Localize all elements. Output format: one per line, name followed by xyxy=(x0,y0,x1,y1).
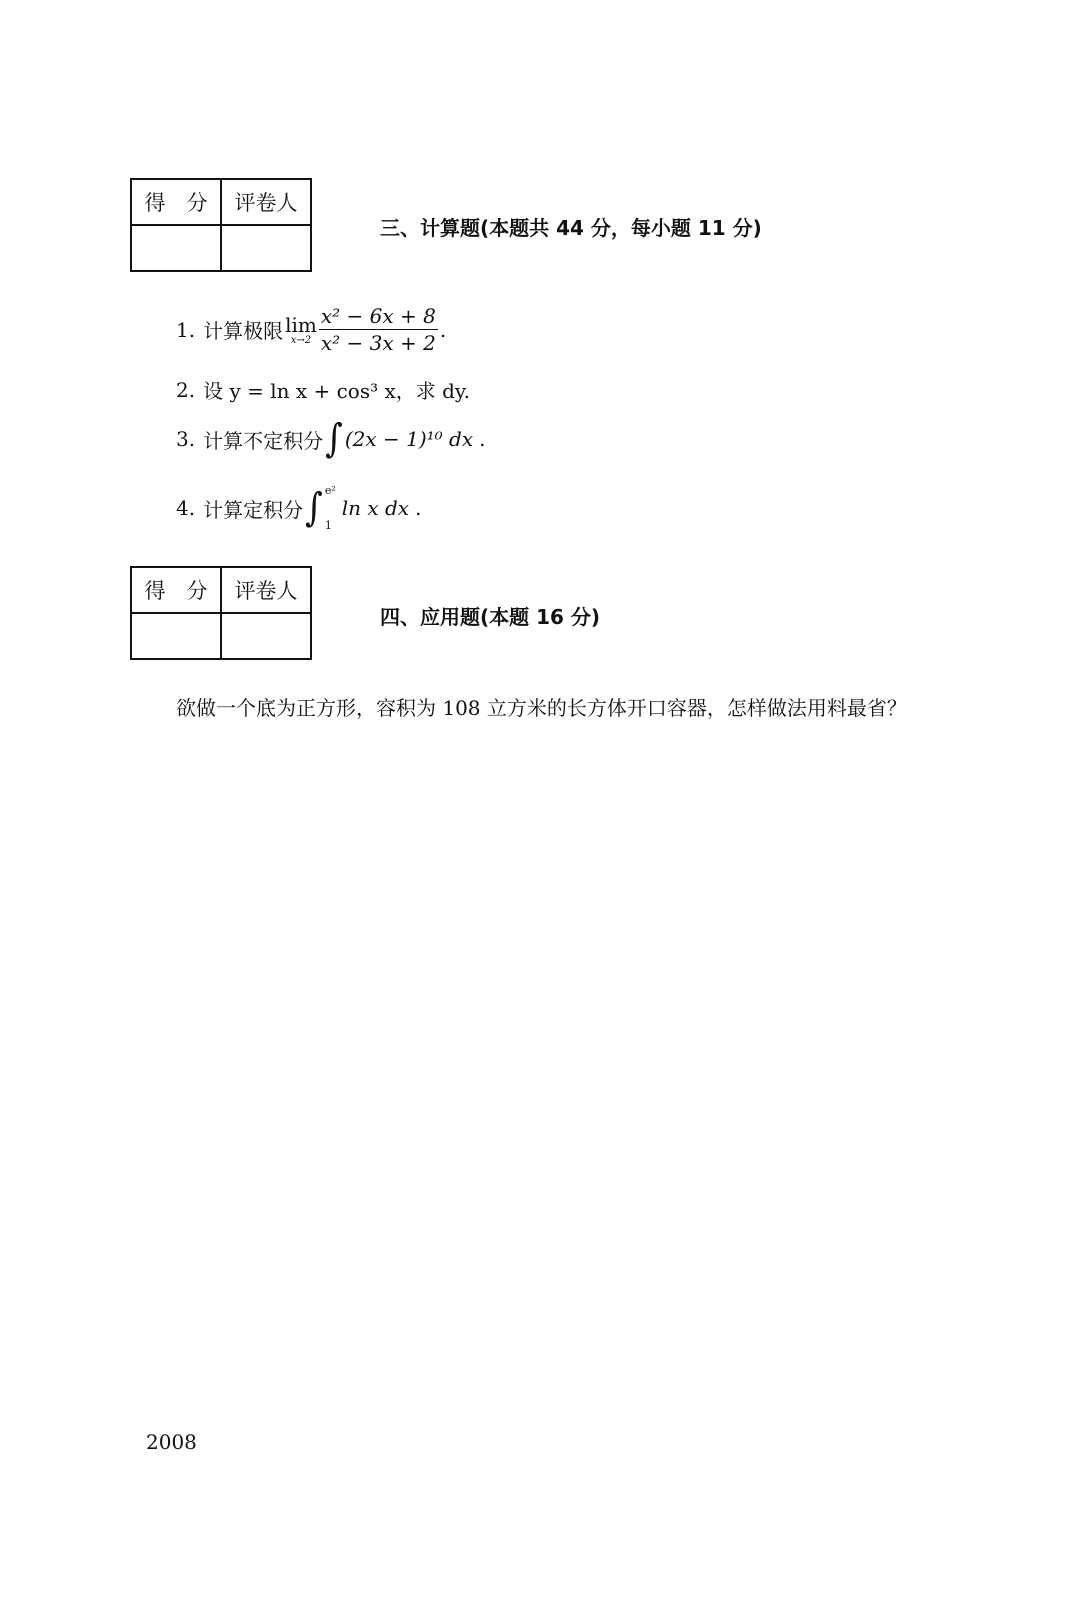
question-number: 4. xyxy=(176,496,196,520)
question-3 xyxy=(176,416,486,462)
score-header-cell: 得 分 xyxy=(131,179,221,225)
lower-bound: 1 xyxy=(324,519,332,532)
question-number: 3. xyxy=(176,427,196,451)
question-end: . xyxy=(415,496,422,520)
page-number: 2008 xyxy=(146,1430,197,1454)
section-4-title: 四、应用题(本题 16 分) xyxy=(380,605,601,629)
question-1 xyxy=(176,304,446,355)
question-text-body: 设 y = ln x + cos³ x，求 dy. xyxy=(203,379,470,403)
fraction-numerator: x² − 6x + 8 xyxy=(320,304,436,328)
grader-header-cell: 评卷人 xyxy=(221,179,311,225)
grader-blank-cell xyxy=(221,225,311,271)
question-2 xyxy=(176,375,470,404)
integrand: ln x dx xyxy=(341,496,410,520)
integrand: (2x − 1)¹⁰ dx xyxy=(344,427,474,451)
upper-bound: e² xyxy=(324,484,336,497)
question-end: . xyxy=(479,427,486,451)
question-text: 计算定积分 xyxy=(203,497,304,522)
application-question: 欲做一个底为正方形，容积为 108 立方米的长方体开口容器，怎样做法用料最省？ xyxy=(176,696,907,720)
score-blank-cell xyxy=(131,225,221,271)
question-4 xyxy=(176,484,421,532)
fraction-denominator: x² − 3x + 2 xyxy=(320,331,436,355)
integral-sign-icon: ∫ xyxy=(305,485,323,531)
question-end: . xyxy=(439,317,447,342)
question-text: 2. xyxy=(176,377,196,402)
score-table-section-4 xyxy=(130,566,312,660)
question-text: 计算极限 xyxy=(203,319,284,343)
question-number: 1. xyxy=(176,317,196,342)
score-blank-cell xyxy=(131,613,221,659)
limit-operator xyxy=(285,313,317,346)
section-3-title: 三、计算题(本题共 44 分，每小题 11 分) xyxy=(380,216,762,240)
integral-sign-icon: ∫ xyxy=(325,416,343,462)
limit-fraction xyxy=(319,304,438,355)
grader-header-cell: 评卷人 xyxy=(221,567,311,613)
score-table-section-3 xyxy=(130,178,312,272)
question-text: 计算不定积分 xyxy=(203,428,324,453)
lim-label: lim xyxy=(285,313,317,337)
grader-blank-cell xyxy=(221,613,311,659)
lim-subscript: x→2 xyxy=(290,335,312,346)
integral-bounds xyxy=(325,484,336,532)
score-header-cell: 得 分 xyxy=(131,567,221,613)
